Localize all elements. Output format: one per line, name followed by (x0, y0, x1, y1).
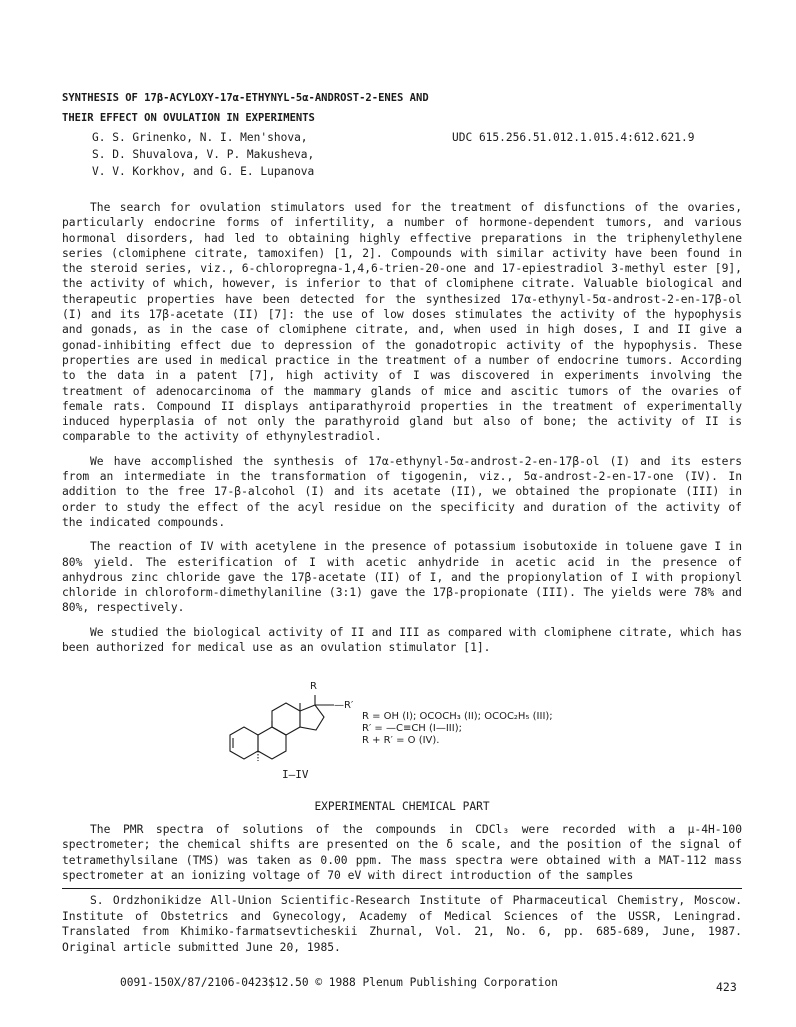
body-paragraph: The reaction of IV with acetylene in the presence of potassium isobutoxide in toluene gave I in 80% yield. The esterification of I with acetic anhydride in acetic acid in the presence of anhydrous zinc chloride gave the 17β-acetate (II) of I, and the propionylation of I with propionyl chloride in chloroform-dimethylaniline (3:1) gave the 17β-propionate (III). The yields were 78% and 80%, respectively. (62, 540, 742, 615)
legend-line: R + R′ = O (IV). (362, 735, 440, 746)
steroid-skeleton (230, 695, 334, 761)
legend-line: R′ = —C≡CH (I—III); (362, 723, 462, 734)
substituent-r-prime-label: —R′ (334, 700, 354, 711)
substituent-r-label: R (310, 681, 317, 692)
copyright-line: 0091-150X/87/2106-0423$12.50 © 1988 Plenum Publishing Corporation (120, 976, 558, 989)
experimental-section (62, 822, 742, 883)
author-line: V. V. Korkhov, and G. E. Lupanova (92, 165, 315, 178)
footnote-divider (62, 888, 742, 889)
udc-code: UDC 615.256.51.012.1.015.4:612.621.9 (452, 131, 695, 144)
title-line-2: THEIR EFFECT ON OVULATION IN EXPERIMENTS (62, 112, 315, 124)
footnote-text: S. Ordzhonikidze All-Union Scientific-Research Institute of Pharmaceutical Chemistry, Moscow. Institute of Obstetrics and Gynecology, Academy of Medical Sciences of the USSR, Leningrad. Translated from Khimiko-farmatsevticheskii Zhurnal, Vol. 21, No. 6, pp. 685-689, June, 1987. Original article submitted June 20, 1985. (62, 894, 742, 954)
legend-line: R = OH (I); OCOCH₃ (II); OCOC₂H₅ (III); (362, 711, 553, 722)
author-line: S. D. Shuvalova, V. P. Makusheva, (92, 148, 315, 161)
title-line-1: SYNTHESIS OF 17β-ACYLOXY-17α-ETHYNYL-5α-ANDROST-2-ENES AND (62, 92, 429, 104)
article-title (62, 88, 702, 128)
compound-label: I—IV (282, 768, 309, 781)
body-paragraph: The search for ovulation stimulators used for the treatment of disfunctions of the ovaries, particularly endocrine forms of infertility, a number of hormone-dependent tumors, and various hormonal disorders, had led to obtaining highly effective preparations in the triphenylethylene series (clomiphene citrate, tamoxifen) [1, 2]. Compounds with similar activity have been found in the steroid series, viz., 6-chloropregna-1,4,6-trien-20-one and 17-epiestradiol 3-methyl ester [9], the activity of which, however, is inferior to that of clomiphene citrate. Valuable biological and therapeutic properties have been detected for the synthesized 17α-ethynyl-5α-androst-2-en-17β-ol (I) and its 17β-acetate (II) [7]: the use of low doses stimulates the activity of the hypophysis and gonads, as in the case of clomiphene citrate, and, when used in high doses, I and II give a gonad-inhibiting effect due to depression of the gonadotropic activity of the hypophysis. These properties are used in medical practice in the treatment of a number of endocrine tumors. According to the data in a patent [7], high activity of I was discovered in experiments involving the treatment of adenocarcinoma of the mammary glands of mice and ascitic tumors of the ovaries of female rats. Compound II displays antiparathyroid properties in the treatment of experimentally induced hyperplasia of not only the parathyroid gland but also of bone; the activity of II is comparable to the activity of ethynylestradiol. (62, 201, 742, 444)
article-body (62, 200, 742, 664)
footnote (62, 893, 742, 955)
page-number: 423 (716, 980, 737, 994)
author-list (92, 129, 314, 180)
body-paragraph: We studied the biological activity of II and III as compared with clomiphene citrate, which has been authorized for medical use as an ovulation stimulator [1]. (62, 625, 742, 655)
experimental-paragraph: The PMR spectra of solutions of the compounds in CDCl₃ were recorded with a μ-4H-100 spectrometer; the chemical shifts are presented on the δ scale, and the position of the signal of tetramethylsilane (TMS) was taken as 0.00 ppm. The mass spectra were obtained with a MAT-112 mass spectrometer at an ionizing voltage of 70 eV with direct introduction of the samples (62, 823, 742, 882)
body-paragraph: We have accomplished the synthesis of 17α-ethynyl-5α-androst-2-en-17β-ol (I) and its esters from an intermediate in the transformation of tigogenin, viz., 5α-androst-2-en-17-one (IV). In addition to the free 17-β-alcohol (I) and its acetate (II), we obtained the propionate (III) in order to study the effect of the acyl residue on the specificity and duration of the activity of the indicated compounds. (62, 454, 742, 529)
section-heading: EXPERIMENTAL CHEMICAL PART (314, 800, 490, 813)
author-line: G. S. Grinenko, N. I. Men'shova, (92, 131, 308, 144)
figure-legend (362, 711, 553, 747)
